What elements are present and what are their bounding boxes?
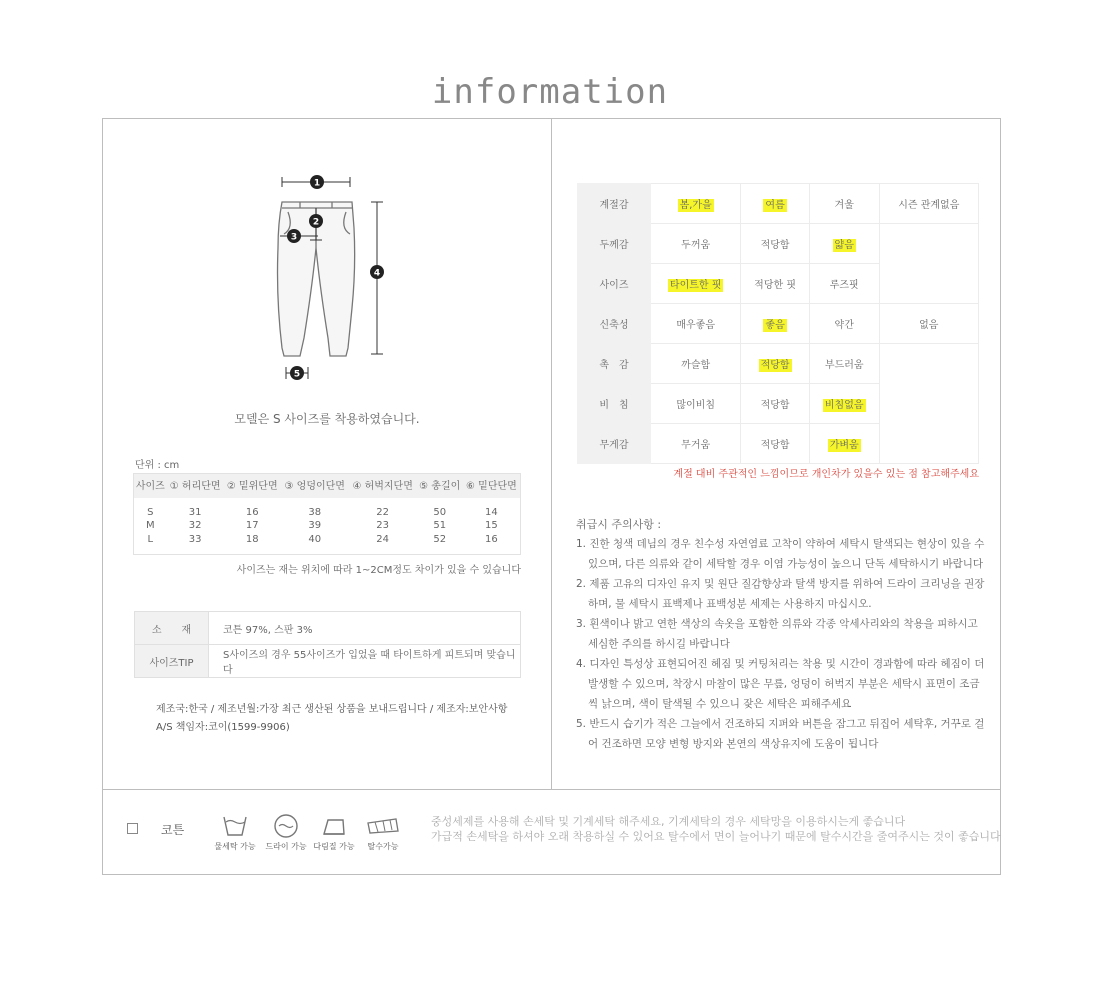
feel-row: [578, 344, 979, 384]
table-cell: 39: [308, 520, 322, 532]
maker-info: [156, 701, 507, 737]
feel-label: 신축성: [578, 304, 651, 344]
material-label: 소 재: [135, 612, 209, 645]
feel-cell: [809, 224, 879, 264]
feel-cell: [651, 424, 741, 464]
table-cell: 32: [188, 520, 202, 532]
table-cell: 40: [308, 534, 322, 546]
table-row: [134, 506, 521, 520]
size-tip-label: 사이즈TIP: [135, 645, 209, 678]
table-row: [135, 645, 521, 678]
feel-value: 비침없음: [824, 400, 864, 411]
feel-value: 적당함: [760, 440, 790, 451]
spin-dry-icon: [361, 813, 405, 855]
water-wash-icon: [213, 813, 257, 855]
dry-clean-label: 드라이 가능: [265, 842, 307, 851]
marker-3-label: 3: [290, 232, 298, 243]
table-cell: 14: [485, 506, 498, 518]
feel-cell: [809, 424, 879, 464]
feel-row: [578, 304, 979, 344]
size-variance-note: 사이즈는 재는 위치에 따라 1~2CM정도 차이가 있을 수 있습니다: [236, 565, 521, 576]
feel-value: 가벼움: [829, 440, 859, 451]
model-size-note: 모델은 S 사이즈를 착용하였습니다.: [234, 412, 420, 426]
spin-dry-label: 탈수가능: [367, 842, 399, 851]
feel-label: 비 침: [578, 384, 651, 424]
size-col-header: ③ 엉덩이단면: [284, 481, 345, 492]
table-cell: 50: [433, 506, 447, 518]
list-item: 1. 진한 청색 데님의 경우 친수성 자연염료 고착이 약하여 세탁시 탈색되는 현상이 있을 수 있으며, 다른 의류와 같이 세탁할 경우 이염 가능성이 높으니 단독 세탁하시기 바랍니다: [576, 538, 985, 570]
feel-value: 타이트한 핏: [669, 280, 722, 291]
feel-cell: [741, 344, 809, 384]
table-row: [134, 519, 521, 533]
table-cell: S: [147, 506, 154, 518]
feel-cell: [741, 184, 809, 224]
water-wash-label: 물세탁 가능: [214, 842, 256, 851]
feel-table: [577, 183, 979, 464]
table-cell: 23: [376, 520, 390, 532]
table-cell: 31: [188, 506, 202, 518]
dry-clean-icon: [264, 813, 308, 855]
feel-cell: [651, 304, 741, 344]
feel-value: 시즌 관계없음: [898, 200, 960, 211]
table-cell: 22: [376, 506, 390, 518]
table-cell: 52: [433, 534, 447, 546]
feel-cell: [651, 224, 741, 264]
feel-cell: [741, 264, 809, 304]
list-item: 5. 반드시 습기가 적은 그늘에서 건조하되 지퍼와 버튼을 잠그고 뒤집어 세탁후, 거꾸로 걸어 건조하면 모양 변형 방지와 본연의 색상유지에 도움이 됩니다: [576, 718, 985, 750]
iron-icon: [312, 813, 356, 855]
feel-cell: [651, 384, 741, 424]
table-row: [135, 612, 521, 645]
table-cell: 15: [485, 520, 498, 532]
table-cell: 18: [245, 534, 259, 546]
table-cell: 24: [376, 534, 390, 546]
size-col-header: ① 허리단면: [169, 481, 221, 492]
table-cell: M: [145, 520, 155, 532]
list-item: 2. 제품 고유의 디자인 유지 및 원단 질감향상과 탈색 방지를 위하여 드라이 크리닝을 권장하며, 물 세탁시 표백제나 표백성분 세제는 사용하지 마십시오.: [576, 578, 985, 610]
column-divider: [551, 118, 552, 790]
feel-label: 사이즈: [578, 264, 651, 304]
maker-line: 제조국:한국 / 제조년월:가장 최근 생산된 상품을 보내드립니다 / 제조자:보안사항: [156, 704, 508, 715]
as-contact-line: A/S 책임자:코이(1599-9906): [156, 722, 290, 733]
feel-value: 없음: [919, 320, 939, 331]
feel-value: 겨울: [834, 200, 854, 211]
pants-measurement-diagram: [260, 168, 400, 388]
table-cell: 16: [485, 534, 498, 546]
feel-cell: [651, 184, 741, 224]
feel-value: 두꺼움: [681, 240, 711, 251]
table-cell: L: [147, 534, 154, 546]
list-item: 4. 디자인 특성상 표현되어진 헤짐 및 커팅처리는 착용 및 시간이 경과함에 따라 헤짐이 더 발생할 수 있으며, 착장시 마찰이 많은 무릎, 엉덩이 허벅지 부분은 세탁시 표면이 조금씩 낡으며, 색이 탈색될 수 있으니 잦은 세탁은 피해주세요: [576, 658, 985, 710]
care-list: [576, 534, 986, 754]
marker-1-label: 1: [313, 178, 321, 189]
material-table: [134, 611, 521, 678]
feel-value: 까슬함: [681, 360, 711, 371]
feel-value: 부드러움: [824, 360, 864, 371]
table-row: [134, 533, 521, 547]
material-value: 코튼 97%, 스판 3%: [209, 612, 521, 645]
size-col-header: ④ 허벅지단면: [352, 481, 413, 492]
feel-cell: [809, 384, 879, 424]
table-cell: 51: [433, 520, 447, 532]
feel-value: 적당함: [760, 400, 790, 411]
feel-row: [578, 224, 979, 264]
feel-value: 좋음: [765, 320, 785, 331]
feel-value: 적당한 핏: [754, 280, 796, 291]
list-item: 3. 흰색이나 밝고 연한 색상의 속옷을 포함한 의류와 각종 악세사리와의 착용을 피하시고 세심한 주의를 하시길 바랍니다: [576, 618, 978, 650]
feel-value: 매우좋음: [676, 320, 715, 331]
feel-cell: [809, 304, 879, 344]
feel-value: 적당함: [760, 240, 790, 251]
feel-value: 봄,가을: [679, 200, 712, 211]
size-table: [133, 473, 521, 555]
bottom-divider: [102, 789, 1001, 790]
marker-4-label: 4: [373, 268, 381, 279]
page-title: information: [431, 72, 669, 112]
care-title: 취급시 주의사항 :: [576, 518, 662, 531]
size-col-header: ② 밑위단면: [226, 481, 278, 492]
feel-note: 계절 대비 주관적인 느낌이므로 개인차가 있을수 있는 점 참고해주세요: [673, 469, 979, 480]
feel-value: 무거움: [681, 440, 711, 451]
feel-label: 무게감: [578, 424, 651, 464]
feel-cell: [651, 344, 741, 384]
table-cell: 17: [245, 520, 259, 532]
feel-row: [578, 184, 979, 224]
feel-cell: [879, 184, 978, 224]
feel-value: 많이비침: [676, 400, 715, 411]
feel-cell: [651, 264, 741, 304]
unit-label: 단위 : cm: [135, 460, 180, 471]
marker-2-label: 2: [312, 217, 320, 228]
feel-cell: [741, 224, 809, 264]
feel-cell: [879, 304, 978, 344]
size-col-header: 사이즈: [135, 481, 165, 492]
feel-cell: [809, 184, 879, 224]
feel-cell: [741, 384, 809, 424]
iron-label: 다림질 가능: [313, 842, 355, 851]
feel-value: 얇음: [834, 240, 854, 251]
feel-value: 루즈핏: [829, 280, 859, 291]
feel-value: 여름: [765, 200, 785, 211]
feel-cell: [809, 344, 879, 384]
size-table-header: [134, 474, 521, 498]
feel-cell: [809, 264, 879, 304]
feel-cell: [741, 424, 809, 464]
table-cell: 16: [245, 506, 259, 518]
size-col-header: ⑥ 밑단단면: [466, 481, 517, 492]
wash-instructions: [431, 814, 1001, 844]
size-tip-value: S사이즈의 경우 55사이즈가 입었을 때 타이트하게 피트되며 맞습니다: [209, 645, 521, 678]
size-col-header: ⑤ 총길이: [419, 481, 461, 492]
feel-value: 적당함: [760, 360, 790, 371]
feel-cell: [741, 304, 809, 344]
feel-label: 계절감: [578, 184, 651, 224]
feel-label: 두께감: [578, 224, 651, 264]
fabric-checkbox[interactable]: [127, 823, 138, 834]
feel-cell: [879, 344, 978, 464]
fabric-name: 코튼: [161, 823, 185, 837]
table-cell: 33: [188, 534, 202, 546]
wash-line: 중성세제를 사용해 손세탁 및 기계세탁 해주세요, 기계세탁의 경우 세탁망을 이용하시는게 좋습니다: [431, 815, 906, 828]
wash-line: 가급적 손세탁을 하셔야 오래 착용하실 수 있어요 탈수에서 면이 늘어나기 때문에 탈수시간을 줄여주시는 것이 좋습니다: [431, 830, 1001, 843]
marker-5-label: 5: [293, 369, 301, 380]
feel-cell: [879, 224, 978, 304]
table-cell: 38: [308, 506, 322, 518]
feel-label: 촉 감: [578, 344, 651, 384]
feel-value: 약간: [834, 320, 854, 331]
